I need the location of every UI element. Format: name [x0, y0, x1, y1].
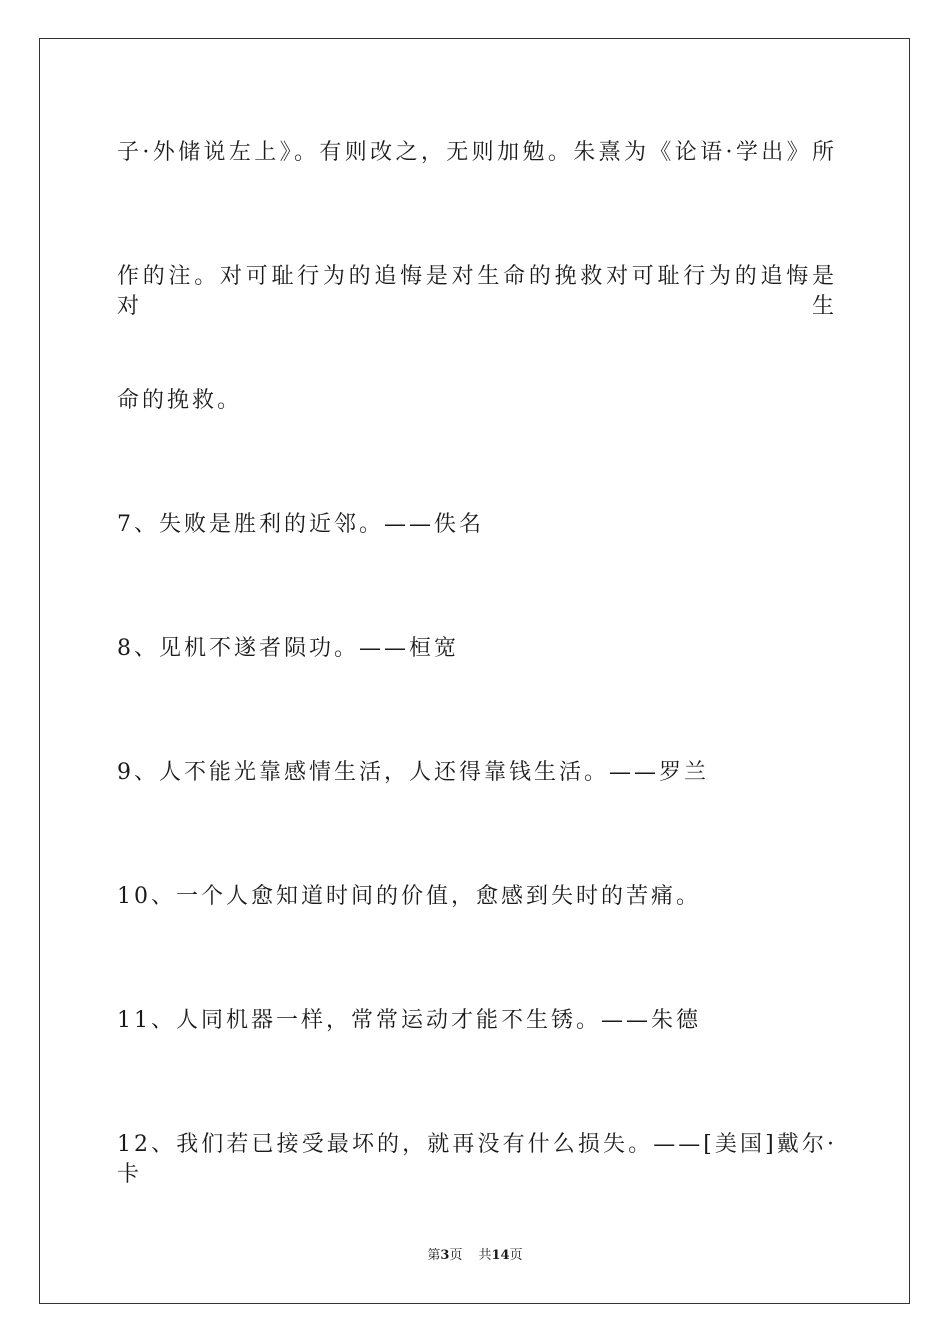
page-footer	[0, 1247, 950, 1265]
quote-item-12: 12、我们若已接受最坏的，就再没有什么损失。——[美国]戴尔·卡	[117, 1132, 837, 1187]
quote-item-10: 10、一个人愈知道时间的价值，愈感到失时的苦痛。	[117, 884, 701, 909]
quote-item-11: 11、人同机器一样，常常运动才能不生锈。——朱德	[117, 1008, 701, 1033]
text-line: 子·外储说左上》。有则改之，无则加勉。朱熹为《论语·学出》所	[117, 140, 837, 165]
total-prefix: 共	[478, 1248, 492, 1263]
quote-item-7: 7、失败是胜利的近邻。——佚名	[117, 512, 484, 537]
total-page-count: 14	[491, 1248, 510, 1263]
quote-item-9: 9、人不能光靠感情生活，人还得靠钱生活。——罗兰	[117, 760, 709, 785]
page-suffix: 页	[449, 1248, 463, 1263]
page-prefix: 第	[427, 1248, 441, 1263]
text-line: 命的挽救。	[117, 388, 243, 413]
text-line: 作的注。对可耻行为的追悔是对生命的挽救对可耻行为的追悔是对生	[117, 264, 837, 319]
page-frame	[39, 38, 910, 1304]
current-page-number: 3	[440, 1248, 450, 1263]
quote-item-8: 8、见机不遂者陨功。——桓宽	[117, 636, 459, 661]
total-suffix: 页	[509, 1248, 523, 1263]
